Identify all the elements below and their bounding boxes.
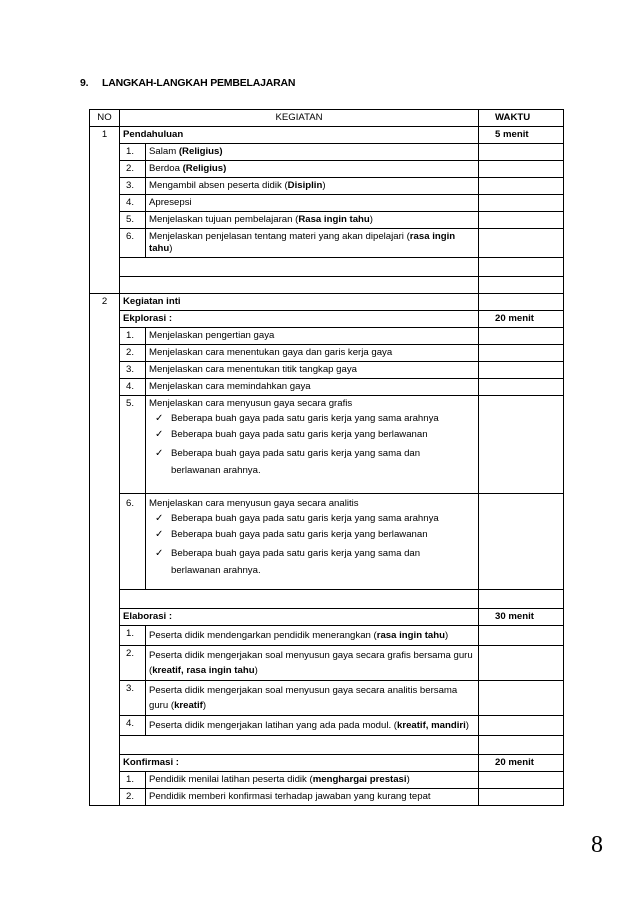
table-row <box>90 379 564 396</box>
check-mark-icon: ✓ <box>155 529 164 540</box>
item-index: 2. <box>120 789 146 806</box>
item-index: 4. <box>120 716 146 736</box>
table-row <box>90 736 564 755</box>
item-index: 5. <box>120 396 146 494</box>
time-eksplorasi: 20 menit <box>479 311 564 328</box>
table-row <box>90 195 564 212</box>
activity-table <box>89 109 564 806</box>
section-title: LANGKAH-LANGKAH PEMBELAJARAN <box>102 77 296 89</box>
item-index: 2. <box>120 646 146 681</box>
subsection-elaborasi: Elaborasi : <box>120 609 479 626</box>
item-text: Peserta didik mengerjakan soal menyusun gaya secara grafis bersama guru (kreatif, rasa ingin tahu) <box>146 646 479 681</box>
table-row <box>90 396 564 494</box>
item-index: 3. <box>120 178 146 195</box>
item-index: 4. <box>120 195 146 212</box>
check-mark-icon: ✓ <box>155 413 164 424</box>
table-row <box>90 681 564 716</box>
table-row <box>90 178 564 195</box>
item-index: 4. <box>120 379 146 396</box>
time-konfirmasi: 20 menit <box>479 755 564 772</box>
item-text: Salam (Religius) <box>146 144 479 161</box>
header-waktu: WAKTU <box>479 110 564 127</box>
item-text: Peserta didik mendengarkan pendidik menerangkan (rasa ingin tahu) <box>146 626 479 646</box>
item-index: 1. <box>120 626 146 646</box>
page-number: 8 <box>591 832 603 858</box>
check-mark-icon: ✓ <box>155 513 164 524</box>
table-row <box>90 362 564 379</box>
item-text: Apresepsi <box>146 195 479 212</box>
item-index: 6. <box>120 494 146 590</box>
table-row <box>90 789 564 806</box>
section-number: 9. <box>80 77 89 89</box>
item-text: Menjelaskan cara menyusun gaya secara analitis ✓ Beberapa buah gaya pada satu garis kerja yang sama arahnya ✓ Beberapa buah gaya pada satu garis kerja yang berlawanan ✓ Beberapa buah gaya pada satu garis kerja yang sama dan berlawanan arahnya. <box>146 494 479 590</box>
table-row <box>90 609 564 626</box>
time-pendahuluan: 5 menit <box>479 127 564 144</box>
item-text: Peserta didik mengerjakan soal menyusun gaya secara analitis bersama guru (kreatif) <box>146 681 479 716</box>
list-item: ✓ Beberapa buah gaya pada satu garis kerja yang sama dan berlawanan arahnya. <box>149 545 475 579</box>
item-text: Menjelaskan pengertian gaya <box>146 328 479 345</box>
subsection-konfirmasi: Konfirmasi : <box>120 755 479 772</box>
table-row <box>90 494 564 590</box>
table-row <box>90 294 564 311</box>
header-no: NO <box>90 110 120 127</box>
list-item: ✓ Beberapa buah gaya pada satu garis kerja yang berlawanan <box>155 529 428 540</box>
check-mark-icon: ✓ <box>155 429 164 440</box>
item-text: Menjelaskan penjelasan tentang materi yang akan dipelajari (rasa ingin tahu) <box>146 229 479 258</box>
table-row <box>90 161 564 178</box>
time-elaborasi: 30 menit <box>479 609 564 626</box>
table-row <box>90 590 564 609</box>
row-number: 1 <box>90 127 120 294</box>
section-heading <box>80 77 295 89</box>
table-row <box>90 626 564 646</box>
table-row <box>90 127 564 144</box>
item-index: 1. <box>120 144 146 161</box>
item-index: 5. <box>120 212 146 229</box>
list-item: ✓ Beberapa buah gaya pada satu garis kerja yang berlawanan <box>155 429 428 440</box>
item-text: Menjelaskan cara menentukan titik tangkap gaya <box>146 362 479 379</box>
item-text: Menjelaskan cara menyusun gaya secara grafis ✓ Beberapa buah gaya pada satu garis kerja yang sama arahnya ✓ Beberapa buah gaya pada satu garis kerja yang berlawanan ✓ Beberapa buah gaya pada satu garis kerja yang sama dan berlawanan arahnya. <box>146 396 479 494</box>
section-title-kegiatan-inti: Kegiatan inti <box>120 294 479 311</box>
header-kegiatan: KEGIATAN <box>120 110 479 127</box>
section-title-pendahuluan: Pendahuluan <box>120 127 479 144</box>
table-row <box>90 311 564 328</box>
table-row <box>90 345 564 362</box>
table-row <box>90 258 564 277</box>
subsection-eksplorasi: Ekplorasi : <box>120 311 479 328</box>
row-number: 2 <box>90 294 120 806</box>
item-text: Menjelaskan cara memindahkan gaya <box>146 379 479 396</box>
item-index: 2. <box>120 161 146 178</box>
list-item: ✓ Beberapa buah gaya pada satu garis kerja yang sama arahnya <box>155 413 439 424</box>
item-text: Berdoa (Religius) <box>146 161 479 178</box>
list-item: ✓ Beberapa buah gaya pada satu garis kerja yang sama arahnya <box>155 513 439 524</box>
item-index: 3. <box>120 681 146 716</box>
item-index: 1. <box>120 328 146 345</box>
table-row <box>90 755 564 772</box>
item-index: 2. <box>120 345 146 362</box>
item-text: Peserta didik mengerjakan latihan yang ada pada modul. (kreatif, mandiri) <box>146 716 479 736</box>
table-row <box>90 144 564 161</box>
list-item: ✓ Beberapa buah gaya pada satu garis kerja yang sama dan berlawanan arahnya. <box>149 445 475 479</box>
item-index: 3. <box>120 362 146 379</box>
table-row <box>90 277 564 294</box>
item-index: 6. <box>120 229 146 258</box>
table-row <box>90 212 564 229</box>
table-row <box>90 328 564 345</box>
item-text: Pendidik memberi konfirmasi terhadap jawaban yang kurang tepat <box>146 789 479 806</box>
item-text: Menjelaskan cara menentukan gaya dan garis kerja gaya <box>146 345 479 362</box>
item-index: 1. <box>120 772 146 789</box>
check-mark-icon: ✓ <box>155 548 164 559</box>
table-row <box>90 716 564 736</box>
item-text: Menjelaskan tujuan pembelajaran (Rasa ingin tahu) <box>146 212 479 229</box>
table-header-row <box>90 110 564 127</box>
table-row <box>90 646 564 681</box>
table-row <box>90 772 564 789</box>
check-mark-icon: ✓ <box>155 448 164 459</box>
item-text: Pendidik menilai latihan peserta didik (menghargai prestasi) <box>146 772 479 789</box>
item-text: Mengambil absen peserta didik (Disiplin) <box>146 178 479 195</box>
table-row <box>90 229 564 258</box>
